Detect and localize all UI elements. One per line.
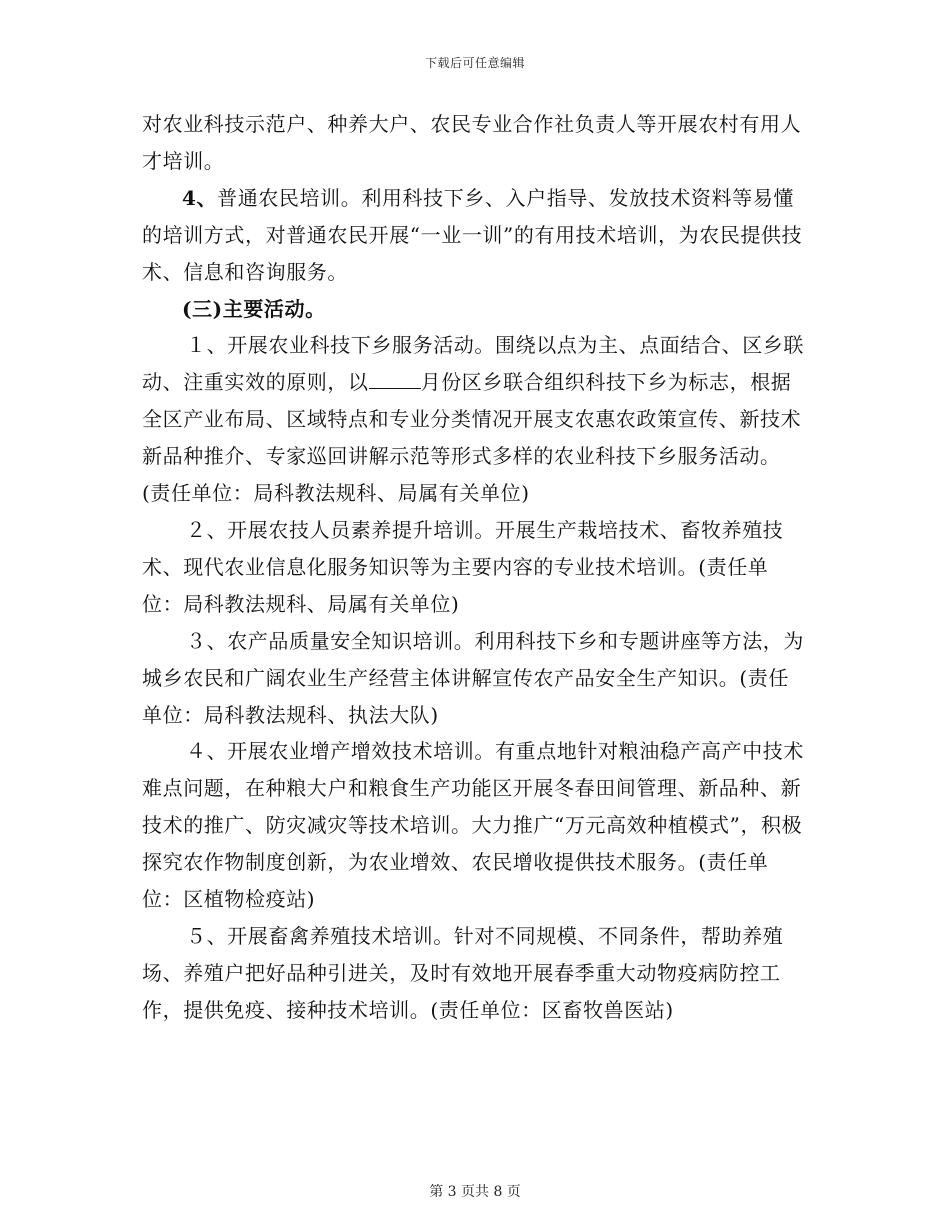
item-number: 4、 <box>182 185 218 210</box>
paragraph-activity-4: ４、开展农业增产增效技术培训。有重点地针对粮油稳产高产中技术难点问题，在种粮大户和粮食生产功能区开展冬春田间管理、新品种、新技术的推广、防灾减灾等技术培训。大力推广“万元高效种植模式”，积极探究农作物制度创新，为农业增效、农民增收提供技术服务。(责任单位：区植物检疫站) <box>142 739 804 912</box>
paragraph-activity-3: ３、农产品质量安全知识培训。利用科技下乡和专题讲座等方法，为城乡农民和广阔农业生产经营主体讲解宣传农产品安全生产知识。(责任单位：局科教法规科、执法大队) <box>142 628 804 727</box>
blank-underline <box>369 372 421 389</box>
paragraph-text: 普通农民培训。利用科技下乡、入户指导、发放技术资料等易懂的培训方式，对普通农民开展“一业一训”的有用技术培训，为农民提供技术、信息和咨询服务。 <box>142 185 803 284</box>
paragraph-text-after: 月份区乡联合组织科技下乡为标志，根据全区产业布局、区域特点和专业分类情况开展支农惠农政策宣传、新技术新品种推介、专家巡回讲解示范等形式多样的农业科技下乡服务活动。(责任单位：局科教法规科、局属有关单位) <box>142 370 802 506</box>
paragraph-activity-2: ２、开展农技人员素养提升培训。开展生产栽培技术、畜牧养殖技术、现代农业信息化服务知识等为主要内容的专业技术培训。(责任单位：局科教法规科、局属有关单位) <box>142 517 784 616</box>
section-heading: (三)主要活动。 <box>182 296 326 321</box>
document-body <box>142 106 806 1029</box>
paragraph-continuation: 对农业科技示范户、种养大户、农民专业合作社负责人等开展农村有用人才培训。 <box>142 112 802 173</box>
paragraph-farmer-training <box>142 180 806 291</box>
page-footer: 第 3 页共 8 页 <box>429 1184 521 1200</box>
page-header: 下载后可任意编辑 <box>424 56 525 70</box>
paragraph-text-before: １、开展农业科技下乡服务活动。围绕以点为主、点面结合、区乡联动、注重实效的原则，以 <box>142 333 804 395</box>
paragraph-activity-1 <box>142 327 806 512</box>
paragraph-activity-5: ５、开展畜禽养殖技术培训。针对不同规模、不同条件，帮助养殖场、养殖户把好品种引进关，及时有效地开展春季重大动物疫病防控工作，提供免疫、接种技术培训。(责任单位：区畜牧兽医站) <box>142 923 784 1022</box>
